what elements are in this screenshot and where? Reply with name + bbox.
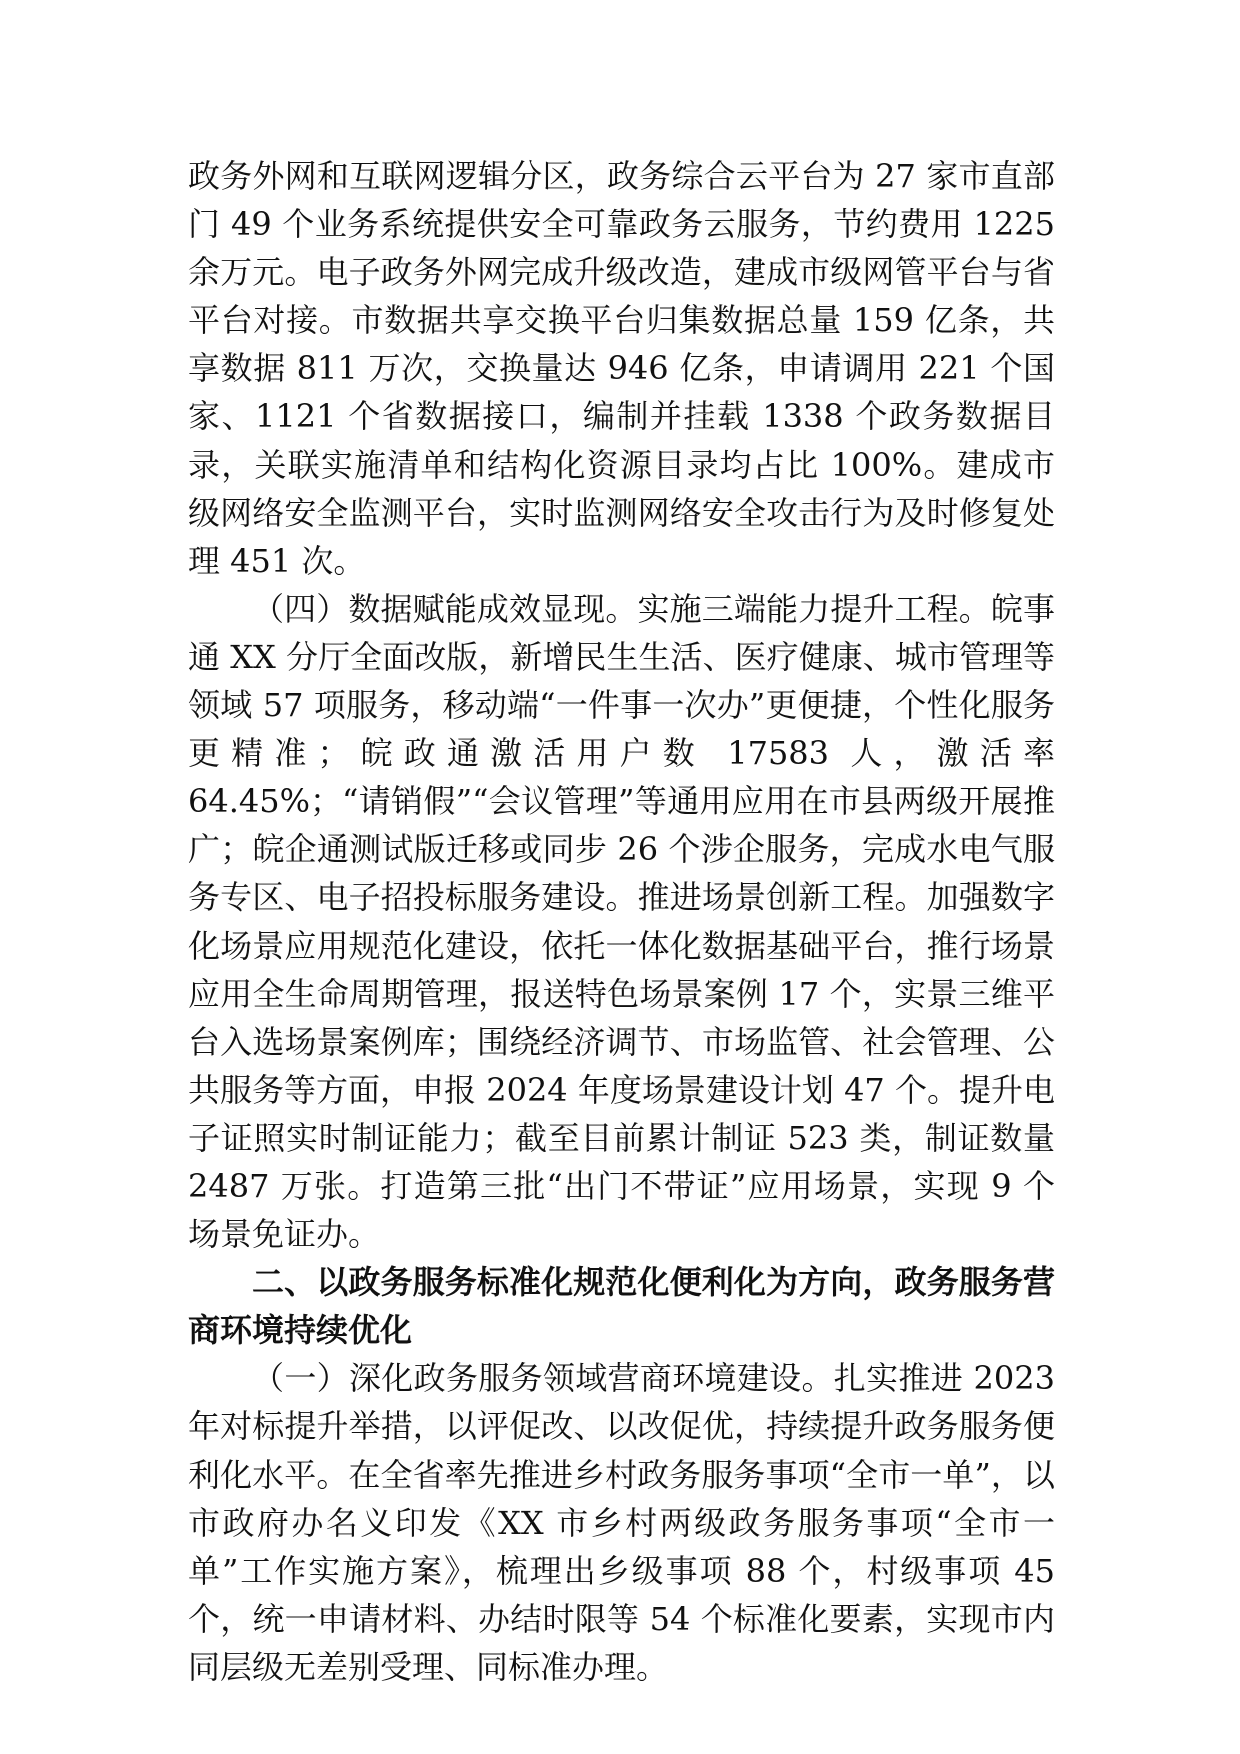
paragraph-continuation: 政务外网和互联网逻辑分区，政务综合云平台为 27 家市直部门 49 个业务系统提供安全可靠政务云服务，节约费用 1225 余万元。电子政务外网完成升级改造，建成市级网管平台与省平台对接。市数据共享交换平台归集数据总量 159 亿条，共享数据 811 万次，交换量达 946 亿条，申请调用 221 个国家、1121 个省数据接口，编制并挂载 1338 个政务数据目录，关联实施清单和结构化资源目录均占比 100%。建成市级网络安全监测平台，实时监测网络安全攻击行为及时修复处理 451 次。	[188, 157, 1055, 580]
paragraph-subsection-one: （一）深化政务服务领域营商环境建设。扎实推进 2023 年对标提升举措，以评促改、以改促优，持续提升政务服务便利化水平。在全省率先推进乡村政务服务事项“全市一单”，以市政府办名义印发《XX 市乡村两级政务服务事项“全市一单”工作实施方案》，梳理出乡级事项 88 个，村级事项 45 个，统一申请材料、办结时限等 54 个标准化要素，实现市内同层级无差别受理、同标准办理。	[188, 1359, 1055, 1686]
document-page	[188, 152, 1055, 1691]
paragraph-section-four: （四）数据赋能成效显现。实施三端能力提升工程。皖事通 XX 分厅全面改版，新增民生生活、医疗健康、城市管理等领域 57 项服务，移动端“一件事一次办”更便捷，个性化服务更精准；皖政通激活用户数 17583 人，激活率 64.45%；“请销假”“会议管理”等通用应用在市县两级开展推广；皖企通测试版迁移或同步 26 个涉企服务，完成水电气服务专区、电子招投标服务建设。推进场景创新工程。加强数字化场景应用规范化建设，依托一体化数据基础平台，推行场景应用全生命周期管理，报送特色场景案例 17 个，实景三维平台入选场景案例库；围绕经济调节、市场监管、社会管理、公共服务等方面，申报 2024 年度场景建设计划 47 个。提升电子证照实时制证能力；截至目前累计制证 523 类，制证数量 2487 万张。打造第三批“出门不带证”应用场景，实现 9 个场景免证办。	[188, 589, 1055, 1254]
section-heading-two: 二、以政务服务标准化规范化便利化为方向，政务服务营商环境持续优化	[188, 1263, 1055, 1350]
